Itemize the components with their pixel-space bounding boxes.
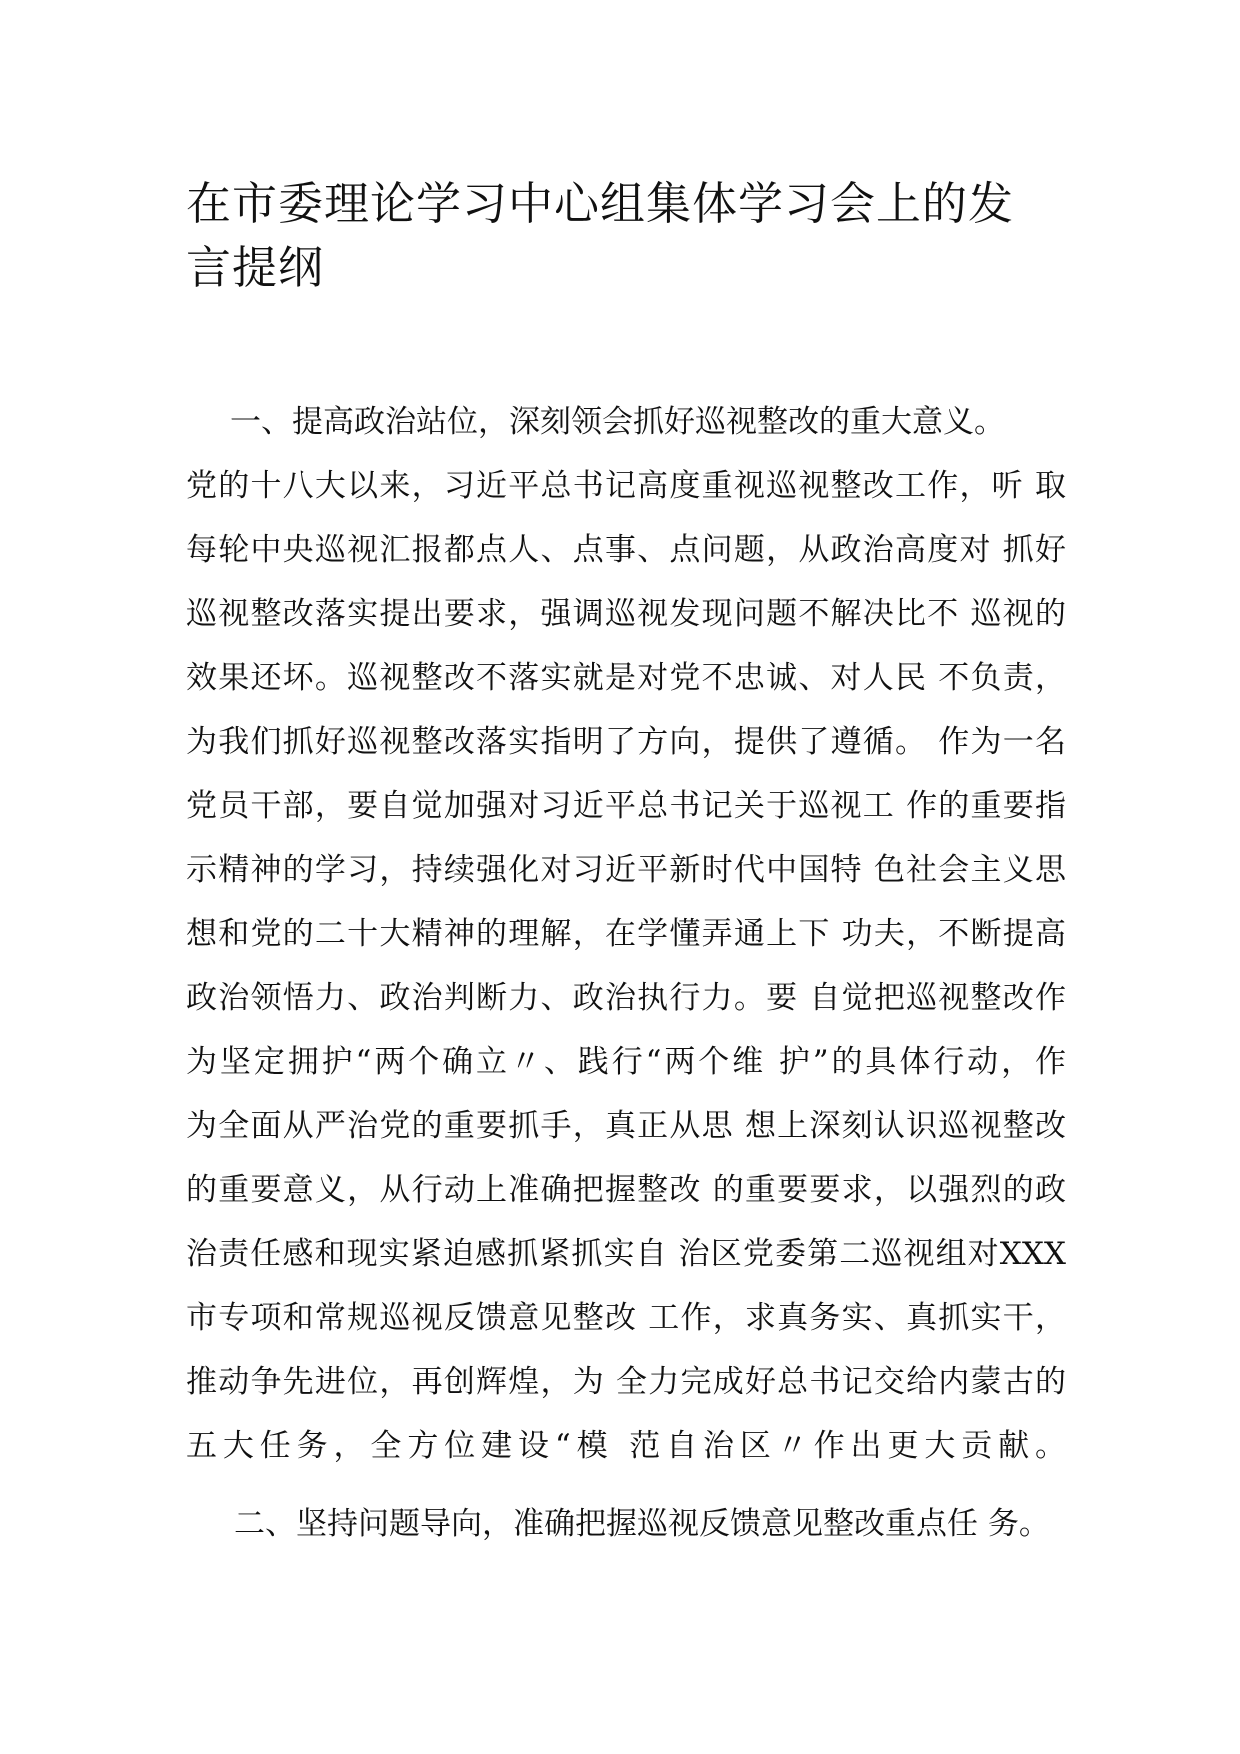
paragraph-line: 效果还坏。巡视整改不落实就是对党不忠诚、对人民 不负责， xyxy=(186,660,1066,696)
paragraph-line: 治责任感和现实紧迫感抓紧抓实自 治区党委第二巡视组对XXX xyxy=(186,1236,1066,1272)
paragraph-line: 党员干部，要自觉加强对习近平总书记关于巡视工 作的重要指 xyxy=(186,788,1066,824)
paragraph-line: 为坚定拥护“两个确立〃、践行“两个维 护”的具体行动，作 xyxy=(186,1044,1066,1080)
paragraph-line: 示精神的学习，持续强化对习近平新时代中国特 色社会主义思 xyxy=(186,852,1066,888)
document-title xyxy=(186,172,1066,300)
paragraph-line: 五大任务，全方位建设“模 范自治区〃作出更大贡献。 xyxy=(186,1428,1066,1464)
paragraph-line: 党的十八大以来，习近平总书记高度重视巡视整改工作，听 取 xyxy=(186,468,1066,504)
section-heading-1: 一、提高政治站位，深刻领会抓好巡视整改的重大意义。 xyxy=(230,404,1005,440)
paragraph-1 xyxy=(186,466,1066,1490)
title-line: 在市委理论学习中心组集体学习会上的发 xyxy=(186,177,1015,230)
paragraph-line: 市专项和常规巡视反馈意见整改 工作，求真务实、真抓实干， xyxy=(186,1300,1066,1336)
section-heading-2: 二、坚持问题导向，准确把握巡视反馈意见整改重点任 务。 xyxy=(234,1506,1050,1542)
paragraph-line: 每轮中央巡视汇报都点人、点事、点问题，从政治高度对 抓好 xyxy=(186,532,1066,568)
paragraph-line: 的重要意义，从行动上准确把握整改 的重要要求，以强烈的政 xyxy=(186,1172,1066,1208)
paragraph-line: 推动争先进位，再创辉煌，为 全力完成好总书记交给内蒙古的 xyxy=(186,1364,1066,1400)
paragraph-line: 想和党的二十大精神的理解，在学懂弄通上下 功夫，不断提高 xyxy=(186,916,1066,952)
paragraph-line: 为我们抓好巡视整改落实指明了方向，提供了遵循。 作为一名 xyxy=(186,724,1066,760)
title-line: 言提纲 xyxy=(186,241,325,294)
paragraph-line: 为全面从严治党的重要抓手，真正从思 想上深刻认识巡视整改 xyxy=(186,1108,1066,1144)
paragraph-line: 巡视整改落实提出要求，强调巡视发现问题不解决比不 巡视的 xyxy=(186,596,1066,632)
paragraph-line: 政治领悟力、政治判断力、政治执行力。要 自觉把巡视整改作 xyxy=(186,980,1066,1016)
